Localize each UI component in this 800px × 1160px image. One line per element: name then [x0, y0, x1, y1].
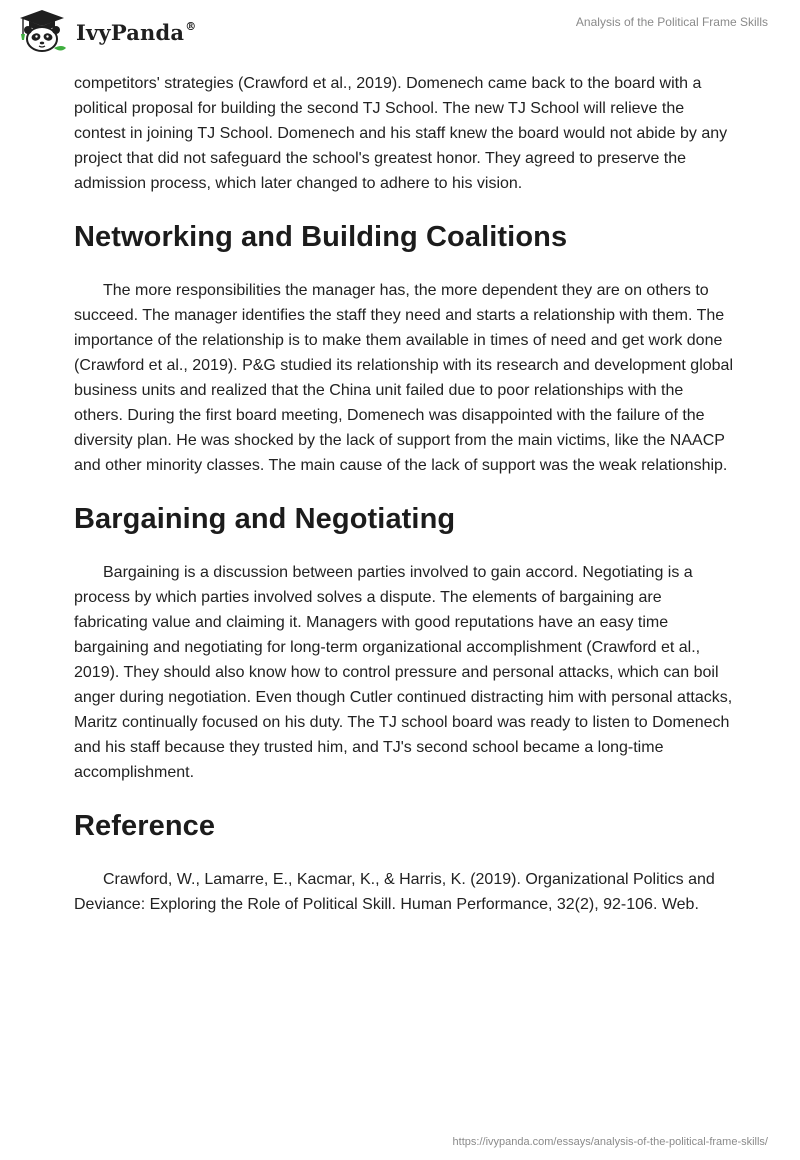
reference-entry: Crawford, W., Lamarre, E., Kacmar, K., & Harris, K. (2019). Organizational Politics and Deviance: Exploring the Role of Political Skill. Human Performance, 32(2), 92-106. Web.	[74, 871, 715, 913]
section-heading-reference: Reference	[74, 810, 216, 842]
section-heading-bargaining: Bargaining and Negotiating	[74, 503, 456, 535]
section-paragraph-bargaining: Bargaining is a discussion between parties involved to gain accord. Negotiating is a process by which parties involved solves a dispute. The elements of bargaining are fabricating value and claiming it. Managers with good reputations have an easy time bargaining and negotiating for long-term organizational accomplishment (Crawford et al., 2019). They should also know how to control pressure and personal attacks, which can boil anger during negotiation. Even though Cutler continued distracting him with personal attacks, Maritz continually focused on his duty. The TJ school board was ready to listen to Domenech and his staff because they trusted him, and TJ's second school became a long-time accomplishment.	[74, 564, 733, 781]
page-header	[0, 0, 800, 66]
intro-paragraph: competitors' strategies (Crawford et al., 2019). Domenech came back to the board with a political proposal for building the second TJ School. The new TJ School will relieve the contest in joining TJ School. Domenech and his staff knew the board would not abide by any project that did not safeguard the school's greatest honor. They agreed to preserve the admission process, which later changed to adhere to his vision.	[74, 75, 728, 192]
section-paragraph-networking: The more responsibilities the manager has, the more dependent they are on others to succeed. The manager identifies the staff they need and starts a relationship with them. The importance of the relationship is to make them available in times of need and get work done (Crawford et al., 2019). P&G studied its relationship with its research and development global business units and realized that the China unit failed due to poor relationships with the others. During the first board meeting, Domenech was disappointed with the failure of the diversity plan. He was shocked by the lack of support from the main victims, like the NAACP and other minority classes. The main cause of the lack of support was the weak relationship.	[74, 282, 734, 474]
essay-body	[74, 71, 734, 917]
section-heading-networking: Networking and Building Coalitions	[74, 221, 568, 253]
brand-name: IvyPanda®	[76, 19, 197, 45]
ivypanda-logo[interactable]	[14, 8, 196, 54]
document-title: Analysis of the Political Frame Skills	[575, 15, 768, 29]
footer-source-link[interactable]: https://ivypanda.com/essays/analysis-of-the-political-frame-skills/	[452, 1136, 768, 1148]
panda-graduation-cap-icon	[14, 8, 70, 54]
